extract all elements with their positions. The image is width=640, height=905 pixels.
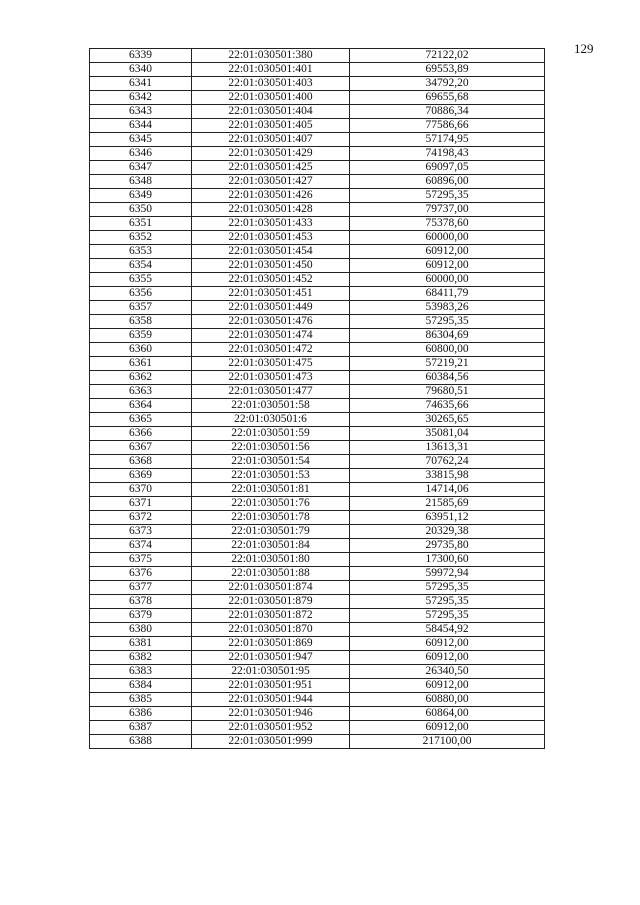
value-cell: 20329,38 xyxy=(350,525,545,539)
table-row xyxy=(90,231,545,245)
table-row xyxy=(90,203,545,217)
value-cell: 60896,00 xyxy=(350,175,545,189)
table-row xyxy=(90,483,545,497)
value-cell: 75378,60 xyxy=(350,217,545,231)
table-row xyxy=(90,623,545,637)
row-number-cell: 6382 xyxy=(90,651,192,665)
value-cell: 60864,00 xyxy=(350,707,545,721)
table-row xyxy=(90,511,545,525)
value-cell: 21585,69 xyxy=(350,497,545,511)
value-cell: 13613,31 xyxy=(350,441,545,455)
value-cell: 57174,95 xyxy=(350,133,545,147)
value-cell: 217100,00 xyxy=(350,735,545,749)
value-cell: 35081,04 xyxy=(350,427,545,441)
row-number-cell: 6343 xyxy=(90,105,192,119)
row-number-cell: 6358 xyxy=(90,315,192,329)
value-cell: 60800,00 xyxy=(350,343,545,357)
table-row xyxy=(90,651,545,665)
value-cell: 79680,51 xyxy=(350,385,545,399)
cadastral-number-cell: 22:01:030501:947 xyxy=(192,651,350,665)
row-number-cell: 6344 xyxy=(90,119,192,133)
value-cell: 60912,00 xyxy=(350,637,545,651)
table-row xyxy=(90,553,545,567)
cadastral-number-cell: 22:01:030501:476 xyxy=(192,315,350,329)
value-cell: 86304,69 xyxy=(350,329,545,343)
cadastral-number-cell: 22:01:030501:946 xyxy=(192,707,350,721)
row-number-cell: 6385 xyxy=(90,693,192,707)
table-row xyxy=(90,427,545,441)
value-cell: 60384,56 xyxy=(350,371,545,385)
row-number-cell: 6364 xyxy=(90,399,192,413)
value-cell: 70762,24 xyxy=(350,455,545,469)
row-number-cell: 6380 xyxy=(90,623,192,637)
table-row xyxy=(90,637,545,651)
row-number-cell: 6370 xyxy=(90,483,192,497)
table-row xyxy=(90,721,545,735)
cadastral-number-cell: 22:01:030501:426 xyxy=(192,189,350,203)
row-number-cell: 6367 xyxy=(90,441,192,455)
table-body xyxy=(90,49,545,749)
row-number-cell: 6355 xyxy=(90,273,192,287)
value-cell: 69553,89 xyxy=(350,63,545,77)
value-cell: 60912,00 xyxy=(350,721,545,735)
cadastral-number-cell: 22:01:030501:428 xyxy=(192,203,350,217)
table-row xyxy=(90,413,545,427)
table-row xyxy=(90,567,545,581)
row-number-cell: 6365 xyxy=(90,413,192,427)
value-cell: 60000,00 xyxy=(350,231,545,245)
row-number-cell: 6383 xyxy=(90,665,192,679)
table-row xyxy=(90,525,545,539)
row-number-cell: 6349 xyxy=(90,189,192,203)
row-number-cell: 6386 xyxy=(90,707,192,721)
table-row xyxy=(90,259,545,273)
cadastral-number-cell: 22:01:030501:999 xyxy=(192,735,350,749)
row-number-cell: 6388 xyxy=(90,735,192,749)
cadastral-number-cell: 22:01:030501:403 xyxy=(192,77,350,91)
table-row xyxy=(90,539,545,553)
cadastral-number-cell: 22:01:030501:450 xyxy=(192,259,350,273)
cadastral-number-cell: 22:01:030501:472 xyxy=(192,343,350,357)
table-row xyxy=(90,133,545,147)
value-cell: 17300,60 xyxy=(350,553,545,567)
cadastral-number-cell: 22:01:030501:944 xyxy=(192,693,350,707)
cadastral-number-cell: 22:01:030501:79 xyxy=(192,525,350,539)
row-number-cell: 6346 xyxy=(90,147,192,161)
table-row xyxy=(90,329,545,343)
row-number-cell: 6384 xyxy=(90,679,192,693)
table-row xyxy=(90,49,545,63)
table-row xyxy=(90,581,545,595)
table-row xyxy=(90,245,545,259)
table-row xyxy=(90,119,545,133)
cadastral-number-cell: 22:01:030501:56 xyxy=(192,441,350,455)
value-cell: 72122,02 xyxy=(350,49,545,63)
table-row xyxy=(90,315,545,329)
cadastral-number-cell: 22:01:030501:429 xyxy=(192,147,350,161)
value-cell: 74635,66 xyxy=(350,399,545,413)
row-number-cell: 6363 xyxy=(90,385,192,399)
cadastral-number-cell: 22:01:030501:88 xyxy=(192,567,350,581)
table-row xyxy=(90,455,545,469)
cadastral-number-cell: 22:01:030501:427 xyxy=(192,175,350,189)
cadastral-number-cell: 22:01:030501:58 xyxy=(192,399,350,413)
row-number-cell: 6379 xyxy=(90,609,192,623)
row-number-cell: 6356 xyxy=(90,287,192,301)
value-cell: 57295,35 xyxy=(350,581,545,595)
table-row xyxy=(90,217,545,231)
table-row xyxy=(90,189,545,203)
table-row xyxy=(90,679,545,693)
cadastral-number-cell: 22:01:030501:454 xyxy=(192,245,350,259)
cadastral-number-cell: 22:01:030501:451 xyxy=(192,287,350,301)
cadastral-number-cell: 22:01:030501:872 xyxy=(192,609,350,623)
row-number-cell: 6348 xyxy=(90,175,192,189)
cadastral-number-cell: 22:01:030501:405 xyxy=(192,119,350,133)
cadastral-number-cell: 22:01:030501:477 xyxy=(192,385,350,399)
cadastral-number-cell: 22:01:030501:84 xyxy=(192,539,350,553)
table-row xyxy=(90,399,545,413)
table-row xyxy=(90,371,545,385)
value-cell: 57295,35 xyxy=(350,189,545,203)
cadastral-number-cell: 22:01:030501:81 xyxy=(192,483,350,497)
row-number-cell: 6359 xyxy=(90,329,192,343)
table-row xyxy=(90,147,545,161)
row-number-cell: 6345 xyxy=(90,133,192,147)
table-row xyxy=(90,357,545,371)
cadastral-number-cell: 22:01:030501:870 xyxy=(192,623,350,637)
table-row xyxy=(90,497,545,511)
value-cell: 57295,35 xyxy=(350,609,545,623)
table-row xyxy=(90,273,545,287)
value-cell: 58454,92 xyxy=(350,623,545,637)
row-number-cell: 6347 xyxy=(90,161,192,175)
value-cell: 57295,35 xyxy=(350,315,545,329)
cadastral-number-cell: 22:01:030501:95 xyxy=(192,665,350,679)
table-row xyxy=(90,385,545,399)
page-number: 129 xyxy=(574,41,594,56)
value-cell: 59972,94 xyxy=(350,567,545,581)
cadastral-number-cell: 22:01:030501:952 xyxy=(192,721,350,735)
value-cell: 14714,06 xyxy=(350,483,545,497)
cadastral-number-cell: 22:01:030501:874 xyxy=(192,581,350,595)
row-number-cell: 6352 xyxy=(90,231,192,245)
cadastral-number-cell: 22:01:030501:400 xyxy=(192,91,350,105)
cadastral-number-cell: 22:01:030501:452 xyxy=(192,273,350,287)
row-number-cell: 6353 xyxy=(90,245,192,259)
table-row xyxy=(90,693,545,707)
table-row xyxy=(90,441,545,455)
value-cell: 63951,12 xyxy=(350,511,545,525)
row-number-cell: 6366 xyxy=(90,427,192,441)
value-cell: 26340,50 xyxy=(350,665,545,679)
table-row xyxy=(90,63,545,77)
cadastral-number-cell: 22:01:030501:951 xyxy=(192,679,350,693)
value-cell: 79737,00 xyxy=(350,203,545,217)
table-row xyxy=(90,91,545,105)
value-cell: 69655,68 xyxy=(350,91,545,105)
value-cell: 34792,20 xyxy=(350,77,545,91)
cadastral-number-cell: 22:01:030501:453 xyxy=(192,231,350,245)
value-cell: 60000,00 xyxy=(350,273,545,287)
table-row xyxy=(90,665,545,679)
cadastral-number-cell: 22:01:030501:449 xyxy=(192,301,350,315)
row-number-cell: 6354 xyxy=(90,259,192,273)
row-number-cell: 6341 xyxy=(90,77,192,91)
row-number-cell: 6373 xyxy=(90,525,192,539)
table-row xyxy=(90,469,545,483)
table-row xyxy=(90,595,545,609)
row-number-cell: 6372 xyxy=(90,511,192,525)
value-cell: 33815,98 xyxy=(350,469,545,483)
value-cell: 57295,35 xyxy=(350,595,545,609)
row-number-cell: 6342 xyxy=(90,91,192,105)
cadastral-number-cell: 22:01:030501:473 xyxy=(192,371,350,385)
row-number-cell: 6362 xyxy=(90,371,192,385)
row-number-cell: 6339 xyxy=(90,49,192,63)
cadastral-number-cell: 22:01:030501:407 xyxy=(192,133,350,147)
value-cell: 70886,34 xyxy=(350,105,545,119)
table-row xyxy=(90,301,545,315)
cadastral-number-cell: 22:01:030501:401 xyxy=(192,63,350,77)
value-cell: 60880,00 xyxy=(350,693,545,707)
cadastral-number-cell: 22:01:030501:76 xyxy=(192,497,350,511)
row-number-cell: 6371 xyxy=(90,497,192,511)
value-cell: 29735,80 xyxy=(350,539,545,553)
value-cell: 53983,26 xyxy=(350,301,545,315)
cadastral-number-cell: 22:01:030501:869 xyxy=(192,637,350,651)
cadastral-number-cell: 22:01:030501:380 xyxy=(192,49,350,63)
row-number-cell: 6350 xyxy=(90,203,192,217)
row-number-cell: 6375 xyxy=(90,553,192,567)
cadastral-number-cell: 22:01:030501:80 xyxy=(192,553,350,567)
cadastral-number-cell: 22:01:030501:425 xyxy=(192,161,350,175)
cadastral-number-cell: 22:01:030501:433 xyxy=(192,217,350,231)
value-cell: 60912,00 xyxy=(350,245,545,259)
row-number-cell: 6361 xyxy=(90,357,192,371)
cadastral-number-cell: 22:01:030501:59 xyxy=(192,427,350,441)
cadastral-number-cell: 22:01:030501:6 xyxy=(192,413,350,427)
value-cell: 60912,00 xyxy=(350,259,545,273)
table-row xyxy=(90,287,545,301)
table-row xyxy=(90,707,545,721)
value-cell: 60912,00 xyxy=(350,679,545,693)
row-number-cell: 6374 xyxy=(90,539,192,553)
cadastral-number-cell: 22:01:030501:474 xyxy=(192,329,350,343)
row-number-cell: 6360 xyxy=(90,343,192,357)
row-number-cell: 6340 xyxy=(90,63,192,77)
value-cell: 68411,79 xyxy=(350,287,545,301)
cadastral-number-cell: 22:01:030501:54 xyxy=(192,455,350,469)
data-table xyxy=(89,48,545,749)
table-row xyxy=(90,343,545,357)
row-number-cell: 6387 xyxy=(90,721,192,735)
table-row xyxy=(90,77,545,91)
row-number-cell: 6369 xyxy=(90,469,192,483)
table-row xyxy=(90,609,545,623)
value-cell: 57219,21 xyxy=(350,357,545,371)
table-row xyxy=(90,175,545,189)
cadastral-number-cell: 22:01:030501:78 xyxy=(192,511,350,525)
cadastral-number-cell: 22:01:030501:53 xyxy=(192,469,350,483)
value-cell: 74198,43 xyxy=(350,147,545,161)
row-number-cell: 6376 xyxy=(90,567,192,581)
cadastral-number-cell: 22:01:030501:475 xyxy=(192,357,350,371)
row-number-cell: 6368 xyxy=(90,455,192,469)
row-number-cell: 6381 xyxy=(90,637,192,651)
row-number-cell: 6351 xyxy=(90,217,192,231)
cadastral-number-cell: 22:01:030501:879 xyxy=(192,595,350,609)
value-cell: 30265,65 xyxy=(350,413,545,427)
value-cell: 69097,05 xyxy=(350,161,545,175)
value-cell: 60912,00 xyxy=(350,651,545,665)
row-number-cell: 6378 xyxy=(90,595,192,609)
table-row xyxy=(90,735,545,749)
table-row xyxy=(90,161,545,175)
row-number-cell: 6377 xyxy=(90,581,192,595)
row-number-cell: 6357 xyxy=(90,301,192,315)
cadastral-number-cell: 22:01:030501:404 xyxy=(192,105,350,119)
value-cell: 77586,66 xyxy=(350,119,545,133)
table-row xyxy=(90,105,545,119)
